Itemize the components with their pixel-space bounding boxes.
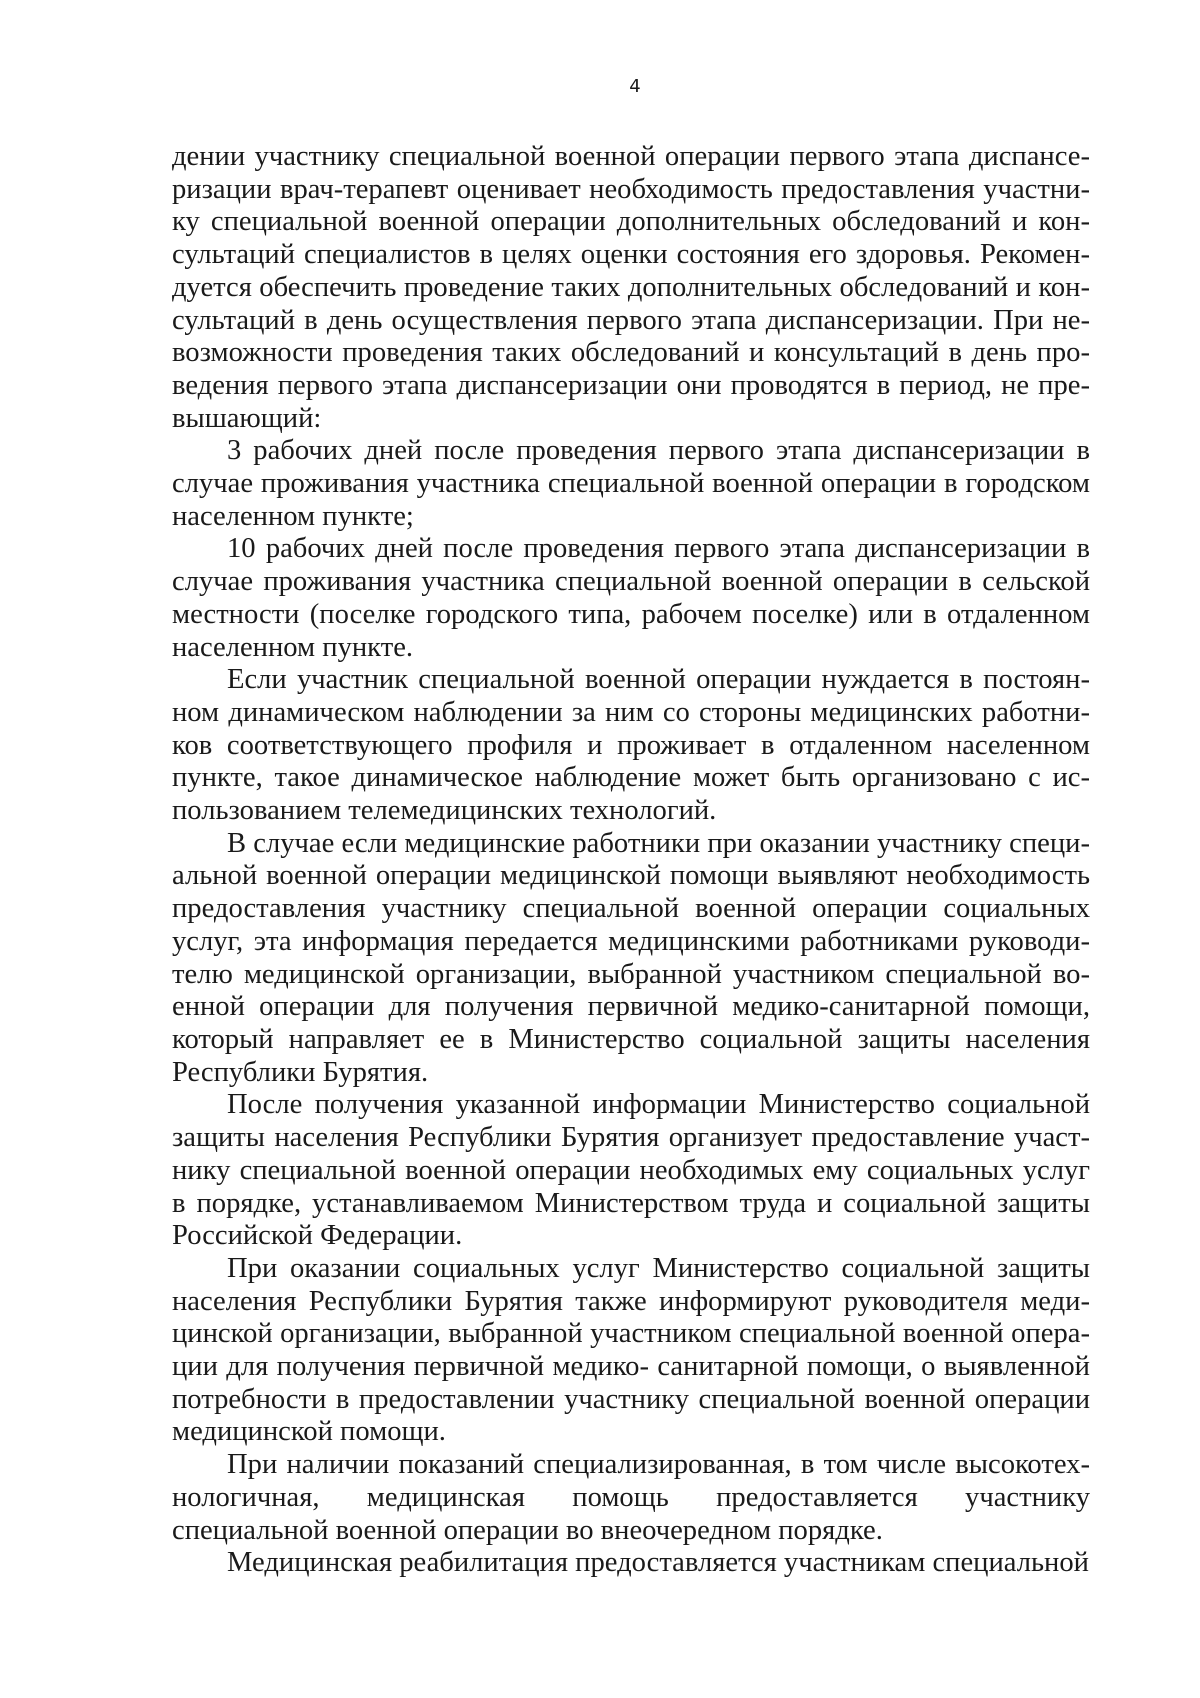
paragraph: После получения указанной информации Министерство социальной защиты населения Республики Бурятия организует предоставление участнику специальной военной операции необходимых ему социальных услуг в порядке, устанавливаемом Министерством труда и социальной защиты Российской Федерации. — [172, 1089, 1090, 1252]
paragraph: дении участнику специальной военной операции первого этапа диспансеризации врач-терапевт оценивает необходимость предоставления участнику специальной военной операции дополнительных обследований и консультаций специалистов в целях оценки состояния его здоровья. Рекомендуется обеспечить проведение таких дополнительных обследований и консультаций в день осуществления первого этапа диспансеризации. При невозможности проведения таких обследований и консультаций в день проведения первого этапа диспансеризации они проводятся в период, не превышающий: — [172, 141, 1090, 434]
paragraph: При оказании социальных услуг Министерство социальной защиты населения Республики Бурятия также информируют руководителя медицинской организации, выбранной участником специальной военной операции для получения первичной медико- санитарной помощи, о выявленной потребности в предоставлении участнику специальной военной операции медицинской помощи. — [172, 1252, 1090, 1448]
page-number: 4 — [629, 76, 641, 97]
paragraph: 10 рабочих дней после проведения первого этапа диспансеризации в случае проживания участника специальной военной операции в сельской местности (поселке городского типа, рабочем поселке) или в отдаленном населенном пункте. — [172, 533, 1090, 663]
paragraph: Медицинская реабилитация предоставляется участникам специальной — [227, 1547, 1089, 1579]
document-body — [172, 141, 1090, 1580]
paragraph: 3 рабочих дней после проведения первого этапа диспансеризации в случае проживания участника специальной военной операции в городском населенном пункте; — [172, 435, 1090, 532]
paragraph: В случае если медицинские работники при оказании участнику специальной военной операции медицинской помощи выявляют необходимость предоставления участнику специальной военной операции социальных услуг, эта информация передается медицинскими работниками руководителю медицинской организации, выбранной участником специальной военной операции для получения первичной медико-санитарной помощи, который направляет ее в Министерство социальной защиты населения Республики Бурятия. — [172, 827, 1090, 1088]
paragraph: При наличии показаний специализированная, в том числе высокотехнологичная, медицинская помощь предоставляется участнику специальной военной операции во внеочередном порядке. — [172, 1449, 1090, 1546]
paragraph: Если участник специальной военной операции нуждается в постоянном динамическом наблюдении за ним со стороны медицинских работников соответствующего профиля и проживает в отдаленном населенном пункте, такое динамическое наблюдение может быть организовано с использованием телемедицинских технологий. — [172, 664, 1090, 827]
